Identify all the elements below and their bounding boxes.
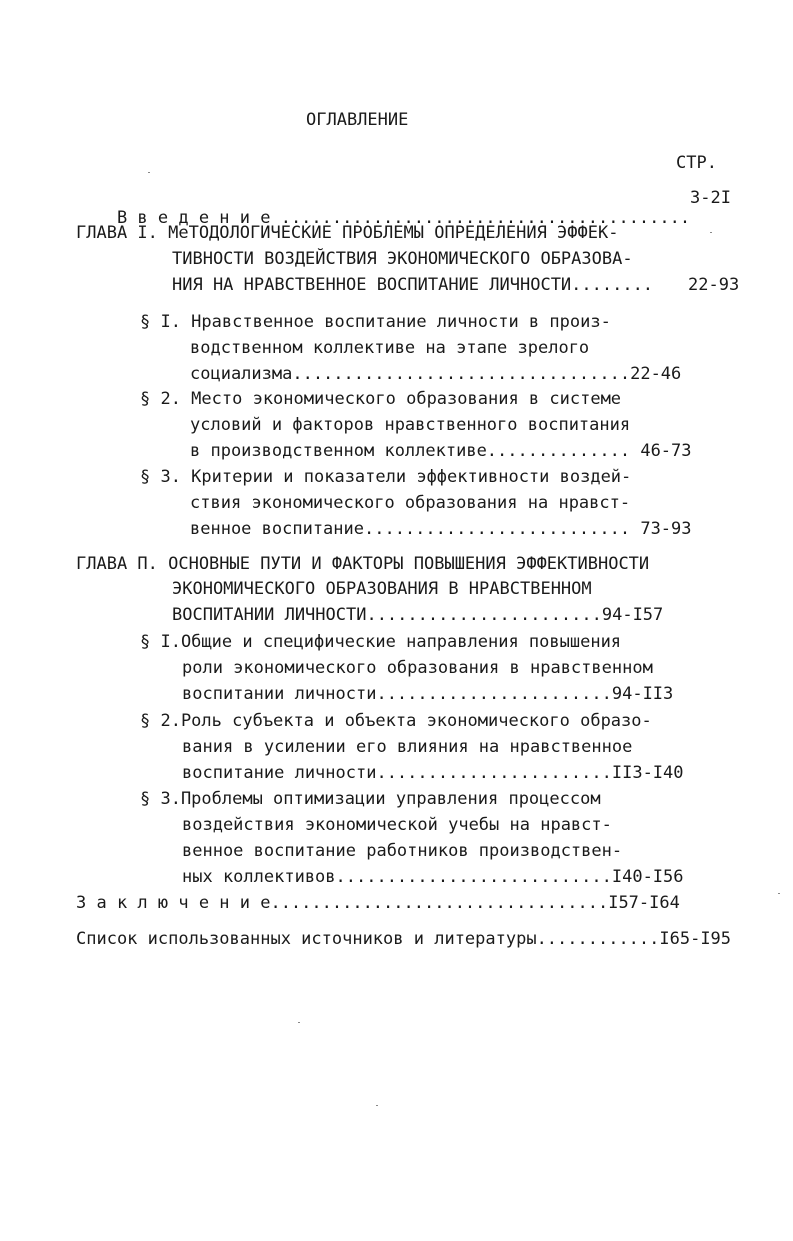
section-2-2-line-1: § 2.Роль субъекта и объекта экономического образо- [140,711,652,731]
section-1-3-line-2: ствия экономического образования на нравст- [190,493,631,513]
chapter-1-title-line-2: ТИВНОСТИ ВОЗДЕЙСТВИЯ ЭКОНОМИЧЕСКОГО ОБРАЗОВА- [172,249,633,269]
toc-entry-bibliography: Список использованных источников и литературы............I65-I95 [76,929,732,949]
chapter-1-title-line-1: ГЛАВА I. МеТОДОЛОГИЧЕСКИЕ ПРОБЛЕМЫ ОПРЕДЕЛЕНИЯ ЭФФЕК- [76,223,619,243]
toc-entry-pages: 3-2I [690,188,731,208]
section-1-1-line-1: § I. Нравственное воспитание личности в произ- [140,312,611,332]
chapter-2-title-line-3: ВОСПИТАНИИ ЛИЧНОСТИ.......................94-I57 [172,605,664,625]
section-2-1-line-3: воспитании личности.......................94-II3 [182,684,674,704]
section-1-3-line-1: § 3. Критерии и показатели эффективности воздей- [140,467,632,487]
section-2-2-line-3: воспитание личности.......................II3-I40 [182,763,684,783]
chapter-1-title-line-3: НИЯ НА НРАВСТВЕННОЕ ВОСПИТАНИЕ ЛИЧНОСТИ........ [172,275,654,295]
scan-speck [376,1105,378,1106]
section-1-2-line-1: § 2. Место экономического образования в системе [140,389,622,409]
section-1-1-line-2: водственном коллективе на этапе зрелого [190,338,590,358]
section-2-3-line-4: ных коллективов...........................I40-I56 [182,867,684,887]
section-2-3-line-3: венное воспитание работников производствен- [182,841,623,861]
chapter-2-title-line-2: ЭКОНОМИЧЕСКОГО ОБРАЗОВАНИЯ В НРАВСТВЕННОМ [172,579,592,599]
scan-speck [298,1022,300,1023]
page-column-label: СТР. [676,153,717,173]
section-1-2-line-2: условий и факторов нравственного воспитания [190,415,631,435]
section-2-1-line-2: роли экономического образования в нравственном [182,658,653,678]
section-1-3-line-3: венное воспитание.......................... 73-93 [190,519,692,539]
toc-entry-label: В в е д е н и е ........................................ [116,208,691,228]
section-1-1-line-3: социализма.................................22-46 [190,364,682,384]
section-2-1-line-1: § I.Общие и специфические направления повышения [140,632,622,652]
section-2-3-line-2: воздействия экономической учебы на нравст- [182,815,612,835]
section-2-2-line-2: вания в усилении его влияния на нравственное [182,737,633,757]
section-1-2-line-3: в производственном коллективе.............. 46-73 [190,441,692,461]
toc-entry-conclusion: З а к л ю ч е н и е.................................I57-I64 [76,893,680,913]
section-2-3-line-1: § 3.Проблемы оптимизации управления процессом [140,789,601,809]
chapter-2-title-line-1: ГЛАВА П. ОСНОВНЫЕ ПУТИ И ФАКТОРЫ ПОВЫШЕНИЯ ЭФФЕКТИВНОСТИ [76,554,650,574]
scan-speck [148,172,150,173]
page-title: ОГЛАВЛЕНИЕ [306,110,409,130]
scan-speck [778,893,780,894]
scan-speck [710,232,712,233]
chapter-1-pages: 22-93 [688,275,740,295]
